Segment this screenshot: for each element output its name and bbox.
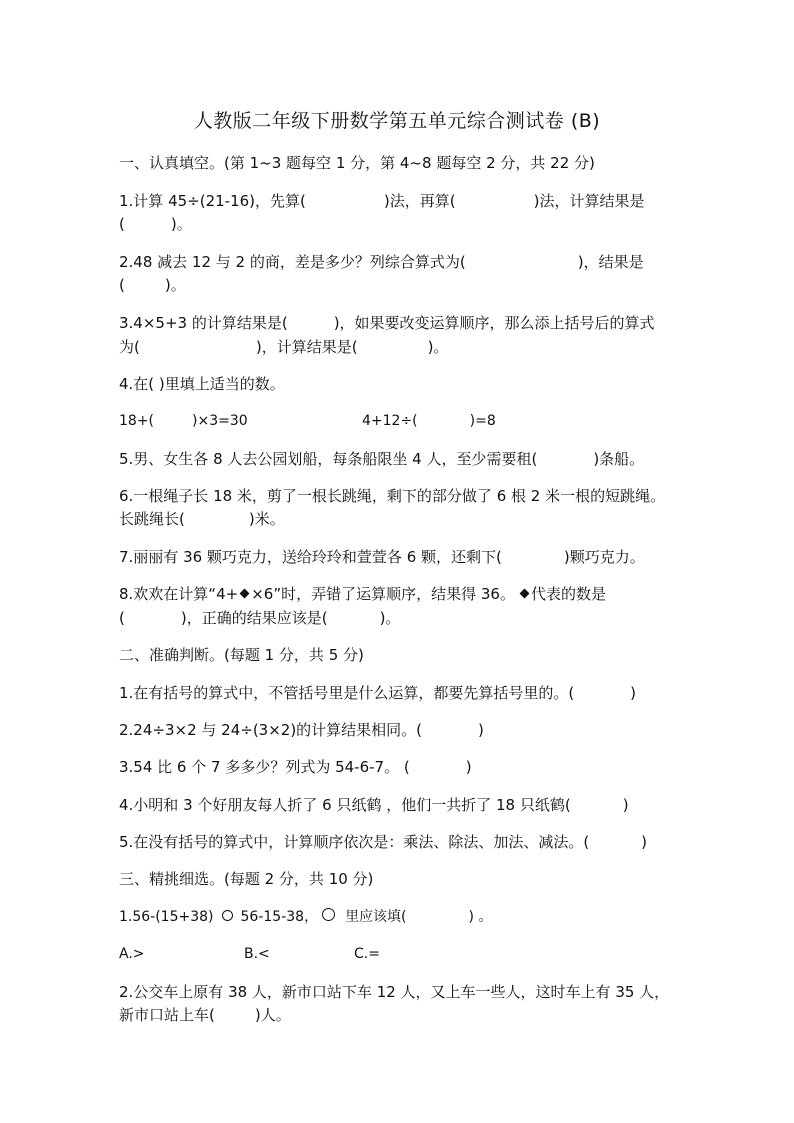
question-1-2-line2: ( )。	[119, 276, 186, 294]
choice-option-c: C.=	[354, 946, 380, 962]
question-1-3-line2: 为( )，计算结果是( )。	[119, 338, 449, 356]
question-1-4: 4.在( )里填上适当的数。	[119, 375, 285, 393]
section-2-heading: 二、准确判断。(每题 1 分，共 5 分)	[119, 646, 364, 664]
question-1-1-line1: 1.计算 45÷(21-16)，先算( )法，再算( )法，计算结果是	[119, 192, 645, 210]
judgement-item-5: 5.在没有括号的算式中，计算顺序依次是：乘法、除法、加法、减法。( )	[119, 833, 648, 851]
page-title: 人教版二年级下册数学第五单元综合测试卷 (B)	[193, 110, 601, 132]
circle-blank-icon	[322, 908, 335, 921]
question-1-6-line1: 6.一根绳子长 18 米，剪了一根长跳绳，剩下的部分做了 6 根 2 米一根的短跳绳。	[119, 487, 666, 505]
choice-question-1: 1.56-(15+38) 56-15-38， 里应该填( ) 。	[119, 909, 493, 925]
question-1-4-equation-2: 4+12÷( )=8	[362, 413, 496, 429]
judgement-item-1: 1.在有括号的算式中，不管括号里是什么运算，都要先算括号里的。( )	[119, 684, 637, 702]
question-1-4-equation-1: 18+( )×3=30	[119, 413, 248, 429]
choice-option-b: B.<	[244, 946, 270, 962]
judgement-item-4: 4.小明和 3 个好朋友每人折了 6 只纸鹤 ，他们一共折了 18 只纸鹤( )	[119, 796, 629, 814]
question-1-5: 5.男、女生各 8 人去公园划船，每条船限坐 4 人，至少需要租( )条船。	[119, 450, 645, 468]
question-1-2-line1: 2.48 减去 12 与 2 的商，差是多少？列综合算式为( )，结果是	[119, 253, 644, 271]
question-1-1-line2: ( )。	[119, 215, 192, 233]
choice-question-2-line1: 2.公交车上原有 38 人，新市口站下车 12 人，又上车一些人，这时车上有 35 人，	[119, 983, 670, 1001]
judgement-item-3: 3.54 比 6 个 7 多多少？列式为 54-6-7。 ( )	[119, 758, 472, 776]
section-3-heading: 三、精挑细选。(每题 2 分，共 10 分)	[119, 870, 374, 888]
choice-question-2-line2: 新市口站上车( )人。	[119, 1006, 291, 1024]
choice-option-a: A.>	[119, 946, 145, 962]
question-1-8-line1: 8.欢欢在计算“4+ ×6”时，弄错了运算顺序，结果得 36。 代表的数是	[119, 585, 606, 603]
question-1-7: 7.丽丽有 36 颗巧克力，送给玲玲和萱萱各 6 颗，还剩下( )颗巧克力。	[119, 548, 645, 566]
circle-blank-icon	[222, 910, 233, 921]
section-1-heading: 一、认真填空。(第 1~3 题每空 1 分，第 4~8 题每空 2 分，共 22 分)	[119, 154, 595, 172]
judgement-item-2: 2.24÷3×2 与 24÷(3×2)的计算结果相同。( )	[119, 721, 484, 739]
question-1-8-line2: ( )，正确的结果应该是( )。	[119, 609, 401, 627]
question-1-6-line2: 长跳绳长( )米。	[119, 510, 285, 528]
diamond-symbol-icon	[240, 589, 250, 599]
question-1-3-line1: 3.4×5+3 的计算结果是( )，如果要改变运算顺序，那么添上括号后的算式	[119, 314, 655, 332]
diamond-symbol-icon	[520, 589, 530, 599]
